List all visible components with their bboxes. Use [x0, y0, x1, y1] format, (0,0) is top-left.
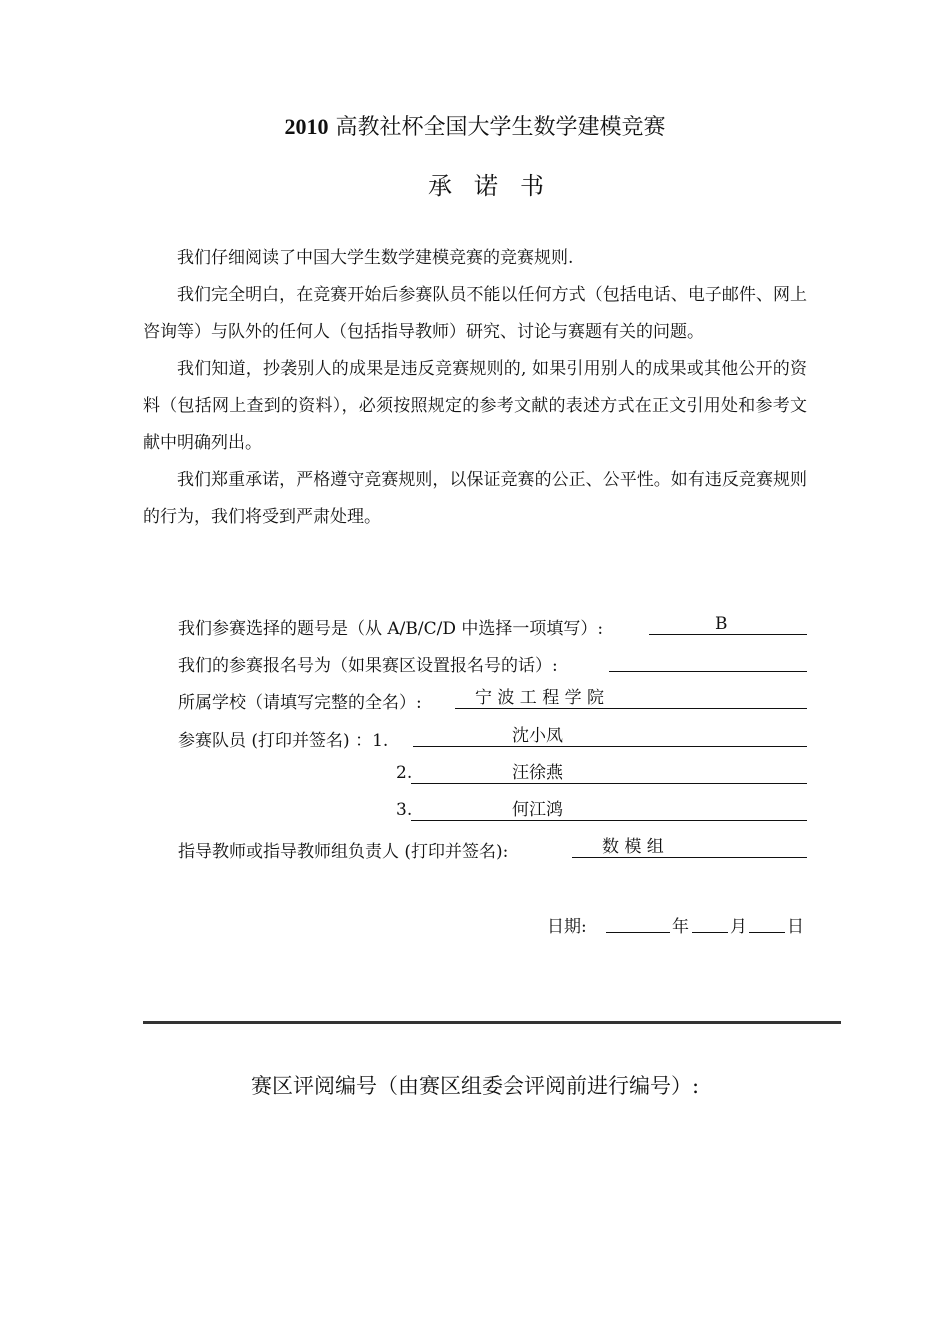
page-subtitle: 承诺书 — [428, 172, 566, 200]
page-title — [0, 110, 950, 141]
school-label: 所属学校（请填写完整的全名）: — [178, 693, 422, 713]
date-day-field[interactable] — [749, 910, 785, 933]
member-3-field[interactable] — [411, 798, 807, 821]
pledge-paragraph-1: 我们仔细阅读了中国大学生数学建模竞赛的竞赛规则. — [177, 248, 574, 268]
date-year-field[interactable] — [606, 910, 670, 933]
date-month-field[interactable] — [692, 910, 728, 933]
member-2-field[interactable] — [411, 761, 807, 784]
date-label: 日期: — [547, 917, 587, 937]
advisor-label: 指导教师或指导教师组负责人 (打印并签名): — [178, 842, 509, 862]
section-divider — [143, 1021, 841, 1024]
problem-label: 我们参赛选择的题号是（从 A/B/C/D 中选择一项填写）: — [178, 619, 604, 639]
regnum-field[interactable] — [609, 649, 807, 672]
advisor-value: 数 模 组 — [602, 837, 664, 857]
year-label: 年 — [672, 917, 689, 937]
problem-field[interactable] — [649, 612, 807, 635]
member-2-name: 汪徐燕 — [512, 763, 563, 783]
review-number-label: 赛区评阅编号（由赛区组委会评阅前进行编号）: — [250, 1074, 700, 1098]
day-label: 日 — [787, 917, 804, 937]
member-1-name: 沈小凤 — [512, 726, 563, 746]
pledge-paragraph-4: 我们郑重承诺，严格遵守竞赛规则，以保证竞赛的公正、公平性。如有违反竞赛规则的行为，我们将受到严肃处理。 — [143, 470, 807, 527]
pledge-paragraph-3: 我们知道，抄袭别人的成果是违反竞赛规则的, 如果引用别人的成果或其他公开的资料（包括网上查到的资料），必须按照规定的参考文献的表述方式在正文引用处和参考文献中明确列出。 — [143, 359, 807, 453]
member-3-number: 3. — [396, 800, 413, 820]
members-label: 参赛队员 (打印并签名) ：1. — [178, 731, 389, 751]
pledge-paragraph-2: 我们完全明白，在竞赛开始后参赛队员不能以任何方式（包括电话、电子邮件、网上咨询等）与队外的任何人（包括指导教师）研究、讨论与赛题有关的问题。 — [143, 285, 807, 342]
regnum-label: 我们的参赛报名号为（如果赛区设置报名号的话）: — [178, 656, 558, 676]
title-year: 2010 — [284, 114, 329, 139]
advisor-field[interactable] — [572, 835, 807, 858]
school-value: 宁 波 工 程 学 院 — [475, 688, 605, 708]
problem-value: B — [715, 614, 728, 634]
school-field[interactable] — [455, 686, 807, 709]
month-label: 月 — [730, 917, 747, 937]
title-text: 高教社杯全国大学生数学建模竞赛 — [328, 115, 666, 140]
member-1-field[interactable] — [413, 724, 807, 747]
pledge-body — [143, 240, 807, 536]
member-3-name: 何江鸿 — [512, 800, 563, 820]
member-2-number: 2. — [396, 763, 413, 783]
